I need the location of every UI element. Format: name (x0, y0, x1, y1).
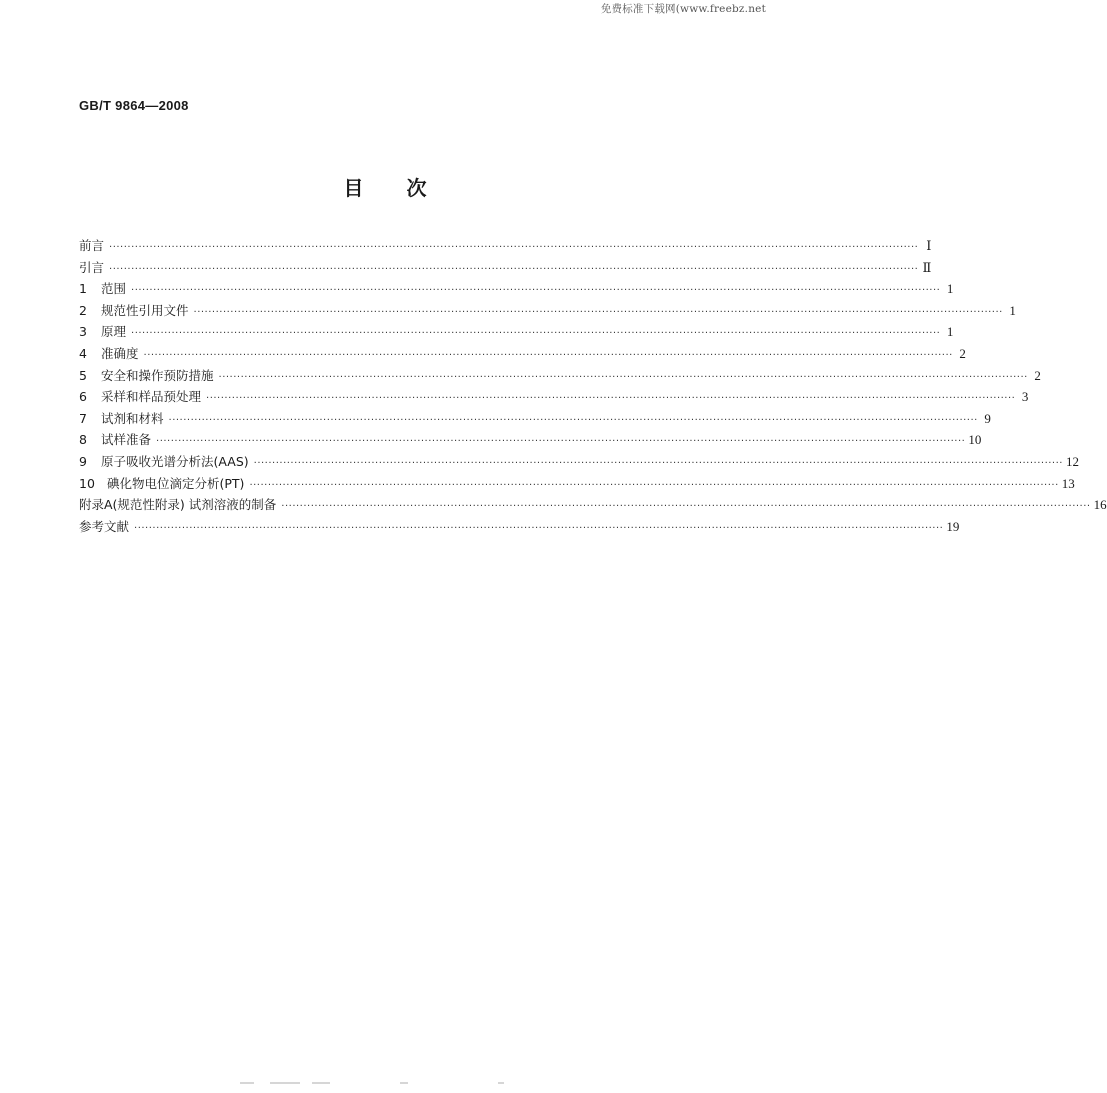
toc-leader-dots: ···························································································································································································································· (253, 457, 1063, 469)
toc-entry-page: 1 (946, 324, 954, 340)
toc-entry-foreword[interactable] (79, 235, 932, 257)
toc-entry-aas-method[interactable] (79, 451, 1079, 473)
toc-entry-label: 规范性引用文件 (101, 302, 189, 318)
toc-entry-number: 4 (79, 345, 87, 361)
toc-entry-safety[interactable] (79, 365, 1041, 387)
toc-leader-dots: ···························································································································································································································· (131, 285, 941, 297)
toc-entry-page: Ⅰ (926, 238, 932, 253)
toc-entry-sample-preparation[interactable] (79, 429, 982, 451)
toc-entry-label: 试剂和材料 (101, 410, 164, 426)
toc-entry-label: 范围 (101, 281, 127, 297)
toc-entry-page: 1 (1009, 302, 1016, 318)
toc-entry-page: 16 (1093, 497, 1107, 513)
toc-title: 目 次 (343, 176, 427, 200)
toc-entry-page: 12 (1065, 453, 1079, 469)
toc-entry-page: 9 (984, 410, 991, 426)
toc-leader-dots: ···························································································································································································································· (109, 242, 919, 253)
toc-entry-number: 7 (79, 410, 87, 426)
toc-entry-label: 采样和样品预处理 (101, 389, 202, 405)
toc-entry-accuracy[interactable] (79, 343, 966, 365)
toc-entry-principle[interactable] (79, 321, 954, 343)
table-of-contents (79, 235, 1107, 537)
toc-entry-label: 原理 (101, 324, 127, 340)
toc-entry-label: 原子吸收光谱分析法(AAS) (101, 453, 249, 469)
toc-entry-number: 8 (79, 432, 87, 448)
toc-entry-label: 碘化物电位滴定分析(PT) (107, 475, 245, 491)
toc-entry-label: 前言 (79, 238, 105, 253)
toc-leader-dots: ···························································································································································································································· (168, 414, 978, 426)
toc-entry-page: 2 (959, 345, 966, 361)
toc-leader-dots: ···························································································································································································································· (109, 263, 919, 275)
toc-leader-dots: ···························································································································································································································· (156, 436, 966, 448)
toc-entry-number: 9 (79, 453, 87, 469)
toc-entry-label: 附录A(规范性附录) 试剂溶液的制备 (79, 497, 277, 513)
toc-entry-label: 试样准备 (101, 432, 152, 448)
toc-entry-pt-method[interactable] (79, 473, 1075, 495)
toc-entry-label: 安全和操作预防措施 (101, 367, 214, 383)
toc-entry-number: 6 (79, 389, 87, 405)
toc-leader-dots: ···························································································································································································································· (249, 479, 1059, 491)
toc-leader-dots: ···························································································································································································································· (143, 349, 953, 361)
toc-entry-page: Ⅱ (922, 259, 932, 275)
toc-entry-number: 1 (79, 281, 87, 297)
toc-entry-number: 5 (79, 367, 87, 383)
toc-entry-label: 引言 (79, 259, 105, 275)
toc-entry-page: 2 (1034, 367, 1041, 383)
toc-entry-page: 3 (1021, 389, 1029, 405)
toc-entry-annex-a[interactable] (79, 494, 1107, 516)
toc-entry-page: 19 (946, 518, 960, 534)
toc-entry-page: 13 (1061, 475, 1075, 491)
toc-entry-sampling[interactable] (79, 386, 1029, 408)
toc-leader-dots: ···························································································································································································································· (218, 371, 1028, 383)
toc-entry-reagents[interactable] (79, 408, 991, 430)
toc-entry-bibliography[interactable] (79, 516, 960, 538)
watermark-text: 免费标准下载网(www.freebz.net (600, 3, 766, 15)
toc-entry-number: 10 (79, 475, 95, 491)
toc-leader-dots: ···························································································································································································································· (131, 328, 941, 340)
toc-entry-introduction[interactable] (79, 257, 932, 279)
toc-leader-dots: ···························································································································································································································· (281, 501, 1091, 513)
toc-entry-label: 准确度 (101, 345, 139, 361)
toc-entry-page: 10 (968, 432, 982, 448)
toc-entry-number: 2 (79, 302, 87, 318)
toc-entry-page: 1 (946, 281, 954, 297)
scan-artifact-marks (230, 1082, 530, 1088)
toc-entry-label: 参考文献 (79, 518, 130, 534)
toc-entry-number: 3 (79, 324, 87, 340)
toc-leader-dots: ···························································································································································································································· (134, 522, 944, 534)
toc-entry-scope[interactable] (79, 278, 954, 300)
toc-leader-dots: ···························································································································································································································· (193, 306, 1003, 318)
standard-code: GB/T 9864—2008 (79, 98, 189, 113)
toc-entry-normative-references[interactable] (79, 300, 1016, 322)
toc-leader-dots: ···························································································································································································································· (206, 393, 1016, 405)
